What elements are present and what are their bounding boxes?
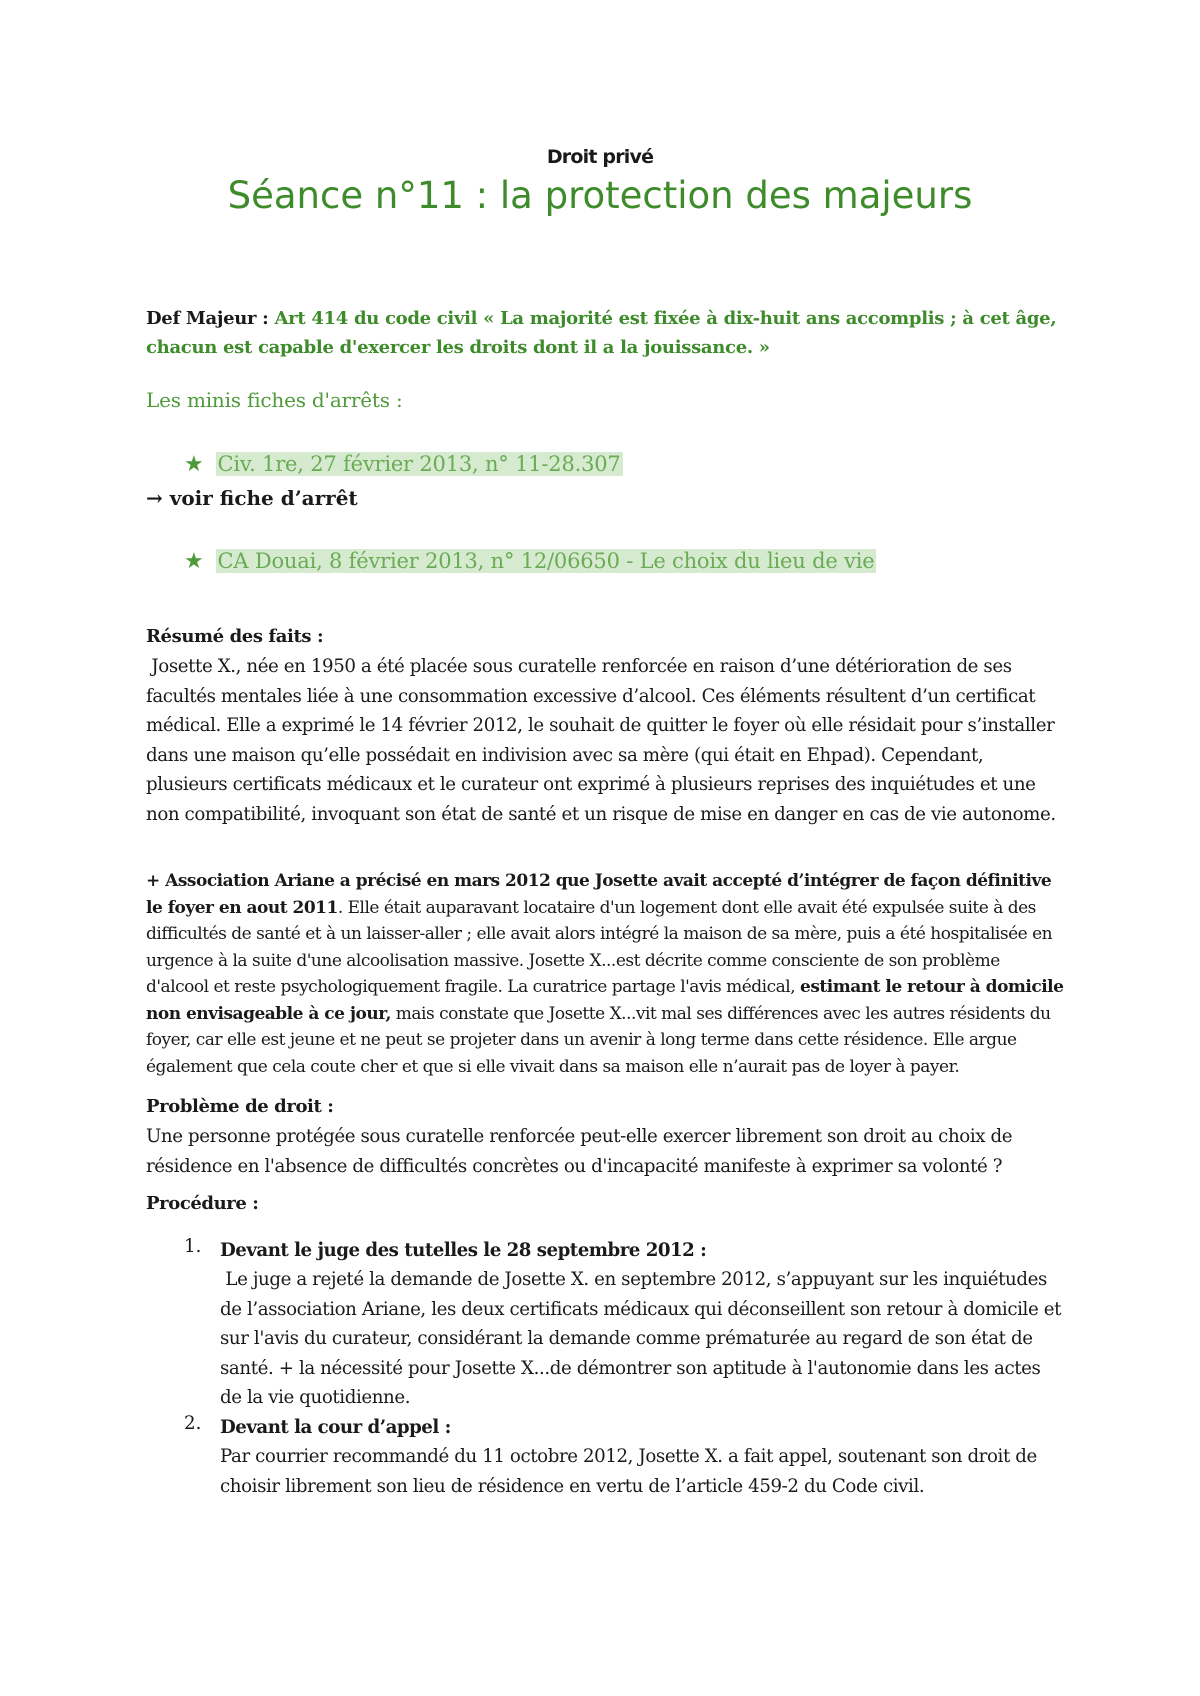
- procedure-item-text: Le juge a rejeté la demande de Josette X. en septembre 2012, s’appuyant sur les inquiétudes de l’association Ariane, les deux certificats médicaux qui déconseillent son retour à domicile et sur l'avis du curateur, considérant la demande comme prématurée au regard de son état de santé. + la nécessité pour Josette X...de démontrer son aptitude à l'autonomie dans les actes de la vie quotidienne.: [220, 1269, 1067, 1408]
- case-item: [184, 452, 623, 477]
- definition-text: Art 414 du code civil « La majorité est fixée à dix-huit ans accomplis ; à cet âge, chacun est capable d'exercer les droits dont il a la jouissance. »: [146, 308, 1057, 358]
- section-minis-heading: Les minis fiches d'arrêts :: [146, 388, 403, 412]
- procedure-item-text: Par courrier recommandé du 11 octobre 2012, Josette X. a fait appel, soutenant son droit de choisir librement son lieu de résidence en vertu de l’article 459-2 du Code civil.: [220, 1446, 1037, 1497]
- subject-heading: Droit privé: [546, 146, 654, 168]
- case-label: Civ. 1re, 27 février 2013, n° 11-28.307: [217, 452, 621, 476]
- association-text-2: mais constate que Josette X...vit mal ses différences avec les autres résidents du foyer, car elle est jeune et ne peut se projeter dans un avenir à long terme dans cette résidence. Elle argue également que cela coute cher et que si elle vivait dans sa maison elle n’aurait pas de loyer à payer.: [146, 1003, 1051, 1077]
- association-paragraph: [146, 868, 1066, 1080]
- page-title: Séance n°11 : la protection des majeurs: [227, 174, 973, 217]
- star-icon: ★: [184, 452, 204, 477]
- association-bold-middle: estimant le retour à domicile non envisageable à ce jour,: [146, 977, 1064, 1024]
- resume-heading: Résumé des faits :: [146, 626, 324, 647]
- procedure-item-heading: Devant la cour d’appel :: [220, 1417, 451, 1438]
- procedure-item: [184, 1236, 1067, 1413]
- voir-fiche-link: → voir fiche d’arrêt: [146, 486, 358, 510]
- association-intro: + Association Ariane a précisé en mars 2012 que Josette avait accepté d’intégrer de façon définitive le foyer en aout 2011: [146, 871, 1052, 918]
- probleme-paragraph: Une personne protégée sous curatelle renforcée peut-elle exercer librement son droit au choix de résidence en l'absence de difficultés concrètes ou d'incapacité manifeste à exprimer sa volonté ?: [146, 1126, 1013, 1177]
- definition-label: Def Majeur :: [146, 308, 275, 329]
- case-item: [184, 549, 876, 574]
- list-number: 2.: [184, 1413, 202, 1434]
- star-icon: ★: [184, 549, 204, 574]
- procedure-item: [184, 1413, 1064, 1501]
- definition-paragraph: [146, 304, 1066, 362]
- probleme-heading: Problème de droit :: [146, 1096, 334, 1117]
- case-label: CA Douai, 8 février 2013, n° 12/06650 - Le choix du lieu de vie: [217, 549, 875, 573]
- procedure-item-heading: Devant le juge des tutelles le 28 septembre 2012 :: [220, 1240, 707, 1261]
- list-number: 1.: [184, 1236, 202, 1257]
- association-text-1: . Elle était auparavant locataire d'un logement dont elle avait été expulsée suite à des difficultés de santé et à un laisser-aller ; elle avait alors intégré la maison de sa mère, puis a été hospitalisée en urgence à la suite d'une alcoolisation massive. Josette X...est décrite comme consciente de son problème d'alcool et reste psychologiquement fragile. La curatrice partage l'avis médical,: [146, 897, 1053, 997]
- procedure-heading: Procédure :: [146, 1193, 259, 1214]
- resume-paragraph: Josette X., née en 1950 a été placée sous curatelle renforcée en raison d’une détérioration de ses facultés mentales liée à une consommation excessive d’alcool. Ces éléments résultent d’un certificat médical. Elle a exprimé le 14 février 2012, le souhait de quitter le foyer où elle résidait pour s’installer dans une maison qu’elle possédait en indivision avec sa mère (qui était en Ehpad). Cependant, plusieurs certificats médicaux et le curateur ont exprimé à plusieurs reprises des inquiétudes et une non compatibilité, invoquant son état de santé et un risque de mise en danger en cas de vie autonome.: [146, 656, 1060, 825]
